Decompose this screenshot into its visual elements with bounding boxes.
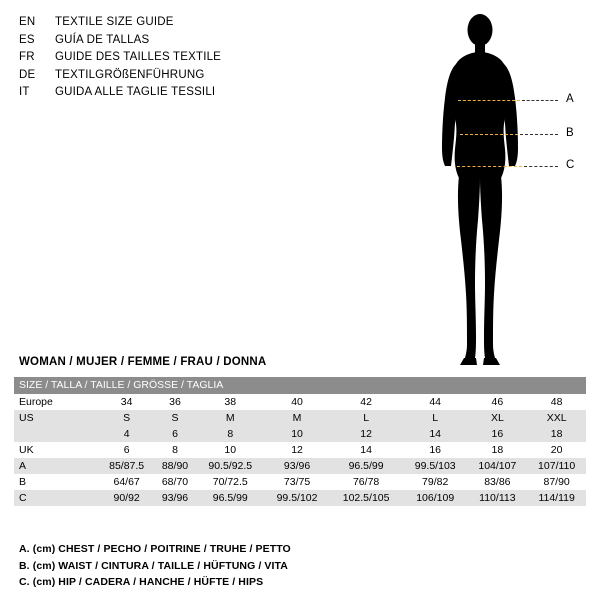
measure-line-chest bbox=[458, 100, 520, 102]
language-title-es: GUÍA DE TALLAS bbox=[55, 33, 150, 46]
cell: 6 bbox=[154, 426, 195, 442]
row-label: A bbox=[14, 458, 99, 474]
cell: L bbox=[403, 410, 467, 426]
row-label bbox=[14, 426, 99, 442]
cell: 38 bbox=[196, 394, 265, 410]
cell: 8 bbox=[154, 442, 195, 458]
cell: 93/96 bbox=[265, 458, 329, 474]
cell: S bbox=[154, 410, 195, 426]
female-silhouette-figure bbox=[430, 8, 590, 370]
cell: 107/110 bbox=[527, 458, 586, 474]
cell: 87/90 bbox=[527, 474, 586, 490]
table-header-title: SIZE / TALLA / TAILLE / GRÖSSE / TAGLIA bbox=[14, 377, 586, 394]
cell: 96.5/99 bbox=[196, 490, 265, 506]
cell: M bbox=[196, 410, 265, 426]
language-code-de: DE bbox=[19, 68, 36, 81]
row-label: C bbox=[14, 490, 99, 506]
table-row bbox=[14, 490, 586, 506]
table-row bbox=[14, 426, 586, 442]
cell: 83/86 bbox=[467, 474, 527, 490]
cell: 79/82 bbox=[403, 474, 467, 490]
cell: 99.5/102 bbox=[265, 490, 329, 506]
cell: 10 bbox=[196, 442, 265, 458]
cell: 16 bbox=[467, 426, 527, 442]
cell: 48 bbox=[527, 394, 586, 410]
row-label: US bbox=[14, 410, 99, 426]
language-title-en: TEXTILE SIZE GUIDE bbox=[55, 16, 174, 28]
table-row bbox=[14, 474, 586, 490]
cell: 90/92 bbox=[99, 490, 154, 506]
cell: 46 bbox=[467, 394, 527, 410]
cell: 18 bbox=[467, 442, 527, 458]
cell: XL bbox=[467, 410, 527, 426]
measure-leader-chest bbox=[522, 100, 558, 101]
cell: 70/72.5 bbox=[196, 474, 265, 490]
cell: 96.5/99 bbox=[329, 458, 403, 474]
measurement-legend bbox=[19, 541, 291, 591]
language-row-es bbox=[19, 34, 319, 52]
row-label: Europe bbox=[14, 394, 99, 410]
measure-leader-hip bbox=[524, 166, 558, 167]
language-title-fr: GUIDE DES TAILLES TEXTILE bbox=[55, 51, 222, 63]
table-row bbox=[14, 410, 586, 426]
table-row bbox=[14, 458, 586, 474]
language-row-en bbox=[19, 16, 319, 34]
cell: 40 bbox=[265, 394, 329, 410]
cell: 44 bbox=[403, 394, 467, 410]
cell: 42 bbox=[329, 394, 403, 410]
cell: M bbox=[265, 410, 329, 426]
row-label: B bbox=[14, 474, 99, 490]
cell: S bbox=[99, 410, 154, 426]
language-title-de: TEXTILGRÖßENFÜHRUNG bbox=[55, 68, 205, 81]
measure-line-hip bbox=[457, 166, 522, 168]
measure-label-a: A bbox=[566, 93, 574, 105]
cell: 4 bbox=[99, 426, 154, 442]
measure-label-c: C bbox=[566, 159, 575, 171]
language-title-it: GUIDA ALLE TAGLIE TESSILI bbox=[55, 86, 216, 98]
language-row-it bbox=[19, 86, 319, 104]
cell: 99.5/103 bbox=[403, 458, 467, 474]
woman-silhouette-icon bbox=[430, 8, 590, 370]
table-row bbox=[14, 442, 586, 458]
measure-label-b: B bbox=[566, 127, 574, 139]
cell: 104/107 bbox=[467, 458, 527, 474]
cell: 90.5/92.5 bbox=[196, 458, 265, 474]
cell: 12 bbox=[265, 442, 329, 458]
cell: 14 bbox=[329, 442, 403, 458]
table-header-row bbox=[14, 377, 586, 394]
cell: 20 bbox=[527, 442, 586, 458]
language-code-es: ES bbox=[19, 33, 35, 46]
cell: 76/78 bbox=[329, 474, 403, 490]
measure-line-waist bbox=[460, 134, 518, 136]
cell: 68/70 bbox=[154, 474, 195, 490]
measure-leader-waist bbox=[520, 134, 558, 135]
cell: 114/119 bbox=[527, 490, 586, 506]
cell: 64/67 bbox=[99, 474, 154, 490]
cell: 102.5/105 bbox=[329, 490, 403, 506]
language-row-de bbox=[19, 69, 319, 87]
cell: L bbox=[329, 410, 403, 426]
legend-line-c: C. (cm) HIP / CADERA / HANCHE / HÜFTE / HIPS bbox=[19, 576, 264, 588]
cell: 93/96 bbox=[154, 490, 195, 506]
cell: 88/90 bbox=[154, 458, 195, 474]
cell: 16 bbox=[403, 442, 467, 458]
row-label: UK bbox=[14, 442, 99, 458]
cell: 8 bbox=[196, 426, 265, 442]
cell: 106/109 bbox=[403, 490, 467, 506]
cell: 110/113 bbox=[467, 490, 527, 506]
cell: 10 bbox=[265, 426, 329, 442]
language-code-fr: FR bbox=[19, 51, 35, 63]
table-row bbox=[14, 394, 586, 410]
cell: 14 bbox=[403, 426, 467, 442]
size-table bbox=[14, 377, 586, 506]
cell: 73/75 bbox=[265, 474, 329, 490]
cell: 18 bbox=[527, 426, 586, 442]
cell: 6 bbox=[99, 442, 154, 458]
legend-line-b: B. (cm) WAIST / CINTURA / TAILLE / HÜFTUNG / VITA bbox=[19, 559, 288, 572]
cell: 85/87.5 bbox=[99, 458, 154, 474]
language-code-it: IT bbox=[19, 86, 30, 98]
language-header-block bbox=[19, 16, 319, 104]
cell: 34 bbox=[99, 394, 154, 410]
legend-line-a: A. (cm) CHEST / PECHO / POITRINE / TRUHE / PETTO bbox=[19, 543, 291, 555]
cell: XXL bbox=[527, 410, 586, 426]
cell: 36 bbox=[154, 394, 195, 410]
gender-label: WOMAN / MUJER / FEMME / FRAU / DONNA bbox=[19, 356, 267, 368]
language-row-fr bbox=[19, 51, 319, 69]
language-code-en: EN bbox=[19, 16, 36, 28]
cell: 12 bbox=[329, 426, 403, 442]
